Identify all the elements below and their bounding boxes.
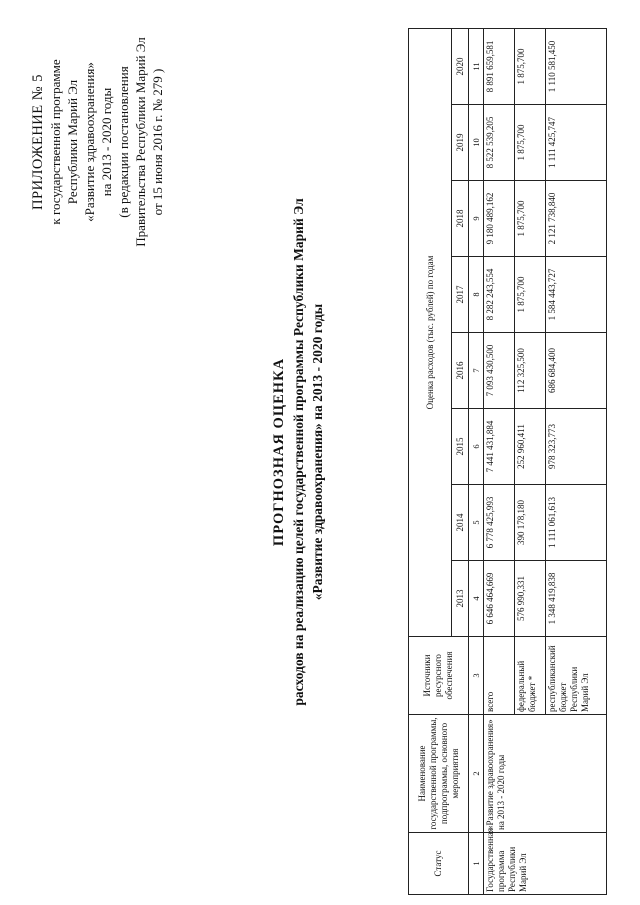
heading-subtitle: расходов на реализацию целей государственной программы Республики Марий Эл (291, 198, 306, 706)
column-number: 8 (469, 257, 484, 333)
value-cell: 1 110 581,450 (546, 28, 607, 104)
value-cell: 390 178,180 (515, 485, 546, 561)
appendix-title: ПРИЛОЖЕНИЕ № 5 (30, 74, 46, 210)
value-cell: 7 093 430,500 (484, 333, 515, 409)
value-cell: 576 990,331 (515, 561, 546, 637)
value-cell: 252 960,411 (515, 409, 546, 485)
value-cell: 1 875,700 (515, 181, 546, 257)
heading-subtitle-program: «Развитие здравоохранения» на 2013 - 2020 годы (310, 303, 325, 601)
appendix-line: Республики Марий Эл (65, 79, 80, 205)
value-cell: 1 875,700 (515, 105, 546, 181)
value-cell: 1 111 425,747 (546, 105, 607, 181)
source-cell: всего (484, 637, 515, 715)
program-name-cell: «Развитие здравоохранения» на 2013 - 2020 годы (484, 715, 607, 833)
header-year: 2015 (452, 409, 469, 485)
appendix-line: (в редакции постановления (116, 66, 131, 218)
value-cell: 1 584 443,727 (546, 257, 607, 333)
column-number-row (469, 28, 484, 894)
column-number: 2 (469, 715, 484, 833)
header-year: 2018 (452, 181, 469, 257)
appendix-line: Правительства Республики Марий Эл (133, 37, 148, 247)
value-cell: 9 180 489,162 (484, 181, 515, 257)
source-cell: республиканский бюджет Республики Марий Эл (546, 637, 607, 715)
header-year: 2017 (452, 257, 469, 333)
column-number: 11 (469, 28, 484, 104)
value-cell: 8 522 539,205 (484, 105, 515, 181)
document-heading (270, 39, 327, 865)
value-cell: 8 282 243,554 (484, 257, 515, 333)
source-cell: федеральный бюджет * (515, 637, 546, 715)
header-source: Источники ресурсного обеспечения (409, 637, 469, 715)
column-number: 4 (469, 561, 484, 637)
appendix-line: «Развитие здравоохранения» (82, 62, 97, 222)
appendix-line: от 15 июня 2016 г. № 279 ) (150, 68, 165, 216)
value-cell: 1 875,700 (515, 28, 546, 104)
header-year: 2019 (452, 105, 469, 181)
header-name: Наименование государственной программы, подпрограммы, основного мероприятия (409, 715, 469, 833)
column-number: 6 (469, 409, 484, 485)
header-year: 2020 (452, 28, 469, 104)
header-year: 2013 (452, 561, 469, 637)
appendix-block (30, 27, 166, 257)
header-year: 2014 (452, 485, 469, 561)
value-cell: 112 325,500 (515, 333, 546, 409)
column-number: 5 (469, 485, 484, 561)
column-number: 7 (469, 333, 484, 409)
value-cell: 7 441 431,884 (484, 409, 515, 485)
value-cell: 686 684,400 (546, 333, 607, 409)
value-cell: 1 111 061,613 (546, 485, 607, 561)
value-cell: 6 646 464,669 (484, 561, 515, 637)
header-status: Статус (409, 833, 469, 895)
appendix-line: на 2013 - 2020 годы (99, 87, 114, 197)
column-number: 1 (469, 833, 484, 895)
value-cell: 2 121 738,840 (546, 181, 607, 257)
value-cell: 6 778 425,993 (484, 485, 515, 561)
heading-title: ПРОГНОЗНАЯ ОЦЕНКА (271, 357, 287, 547)
header-year: 2016 (452, 333, 469, 409)
value-cell: 1 875,700 (515, 257, 546, 333)
value-cell: 8 891 659,581 (484, 28, 515, 104)
table-row (484, 28, 515, 894)
column-number: 10 (469, 105, 484, 181)
value-cell: 978 323,773 (546, 409, 607, 485)
expense-table (408, 28, 607, 895)
header-estimate: Оценка расходов (тыс. рублей) по годам (409, 28, 452, 636)
value-cell: 1 348 419,838 (546, 561, 607, 637)
column-number: 3 (469, 637, 484, 715)
status-cell: Государственная программа Республики Марий Эл (484, 833, 607, 895)
column-number: 9 (469, 181, 484, 257)
appendix-line: к государственной программе (48, 59, 63, 225)
